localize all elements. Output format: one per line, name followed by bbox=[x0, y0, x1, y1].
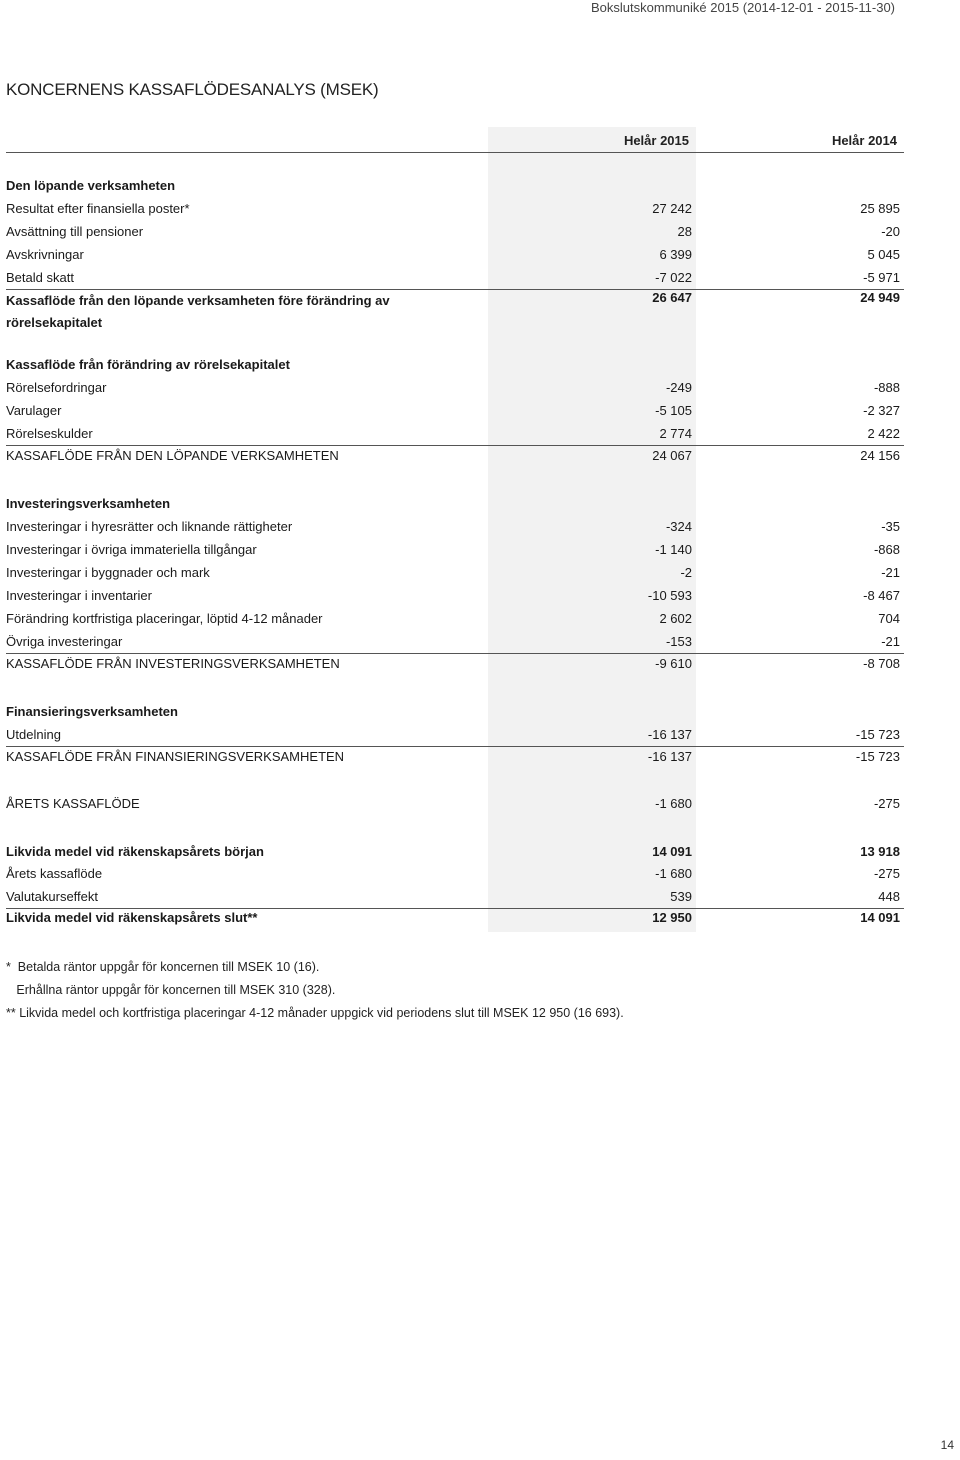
row-rule bbox=[6, 908, 904, 909]
footnote-liquidity: ** Likvida medel och kortfristiga placeringar 4-12 månader uppgick vid periodens slut till MSEK 12 950 (16 693). bbox=[6, 1006, 624, 1020]
row-label: Utdelning bbox=[6, 727, 61, 742]
value-2014: -21 bbox=[881, 634, 900, 649]
value-2015: -5 105 bbox=[655, 403, 692, 418]
table-row bbox=[0, 224, 960, 246]
value-2014: -15 723 bbox=[855, 727, 900, 742]
value-2015: -10 593 bbox=[647, 588, 692, 603]
table-row bbox=[0, 611, 960, 633]
value-2015: 14 091 bbox=[652, 844, 692, 859]
section-heading-working-capital bbox=[0, 357, 960, 379]
value-2015: -16 137 bbox=[647, 749, 692, 764]
value-2014: -20 bbox=[881, 224, 900, 239]
row-rule bbox=[6, 445, 904, 446]
value-2015: 6 399 bbox=[659, 247, 692, 262]
footnote-interest-received: Erhållna räntor uppgår för koncernen till MSEK 310 (328). bbox=[6, 983, 336, 997]
value-2015: -153 bbox=[665, 634, 692, 649]
row-label: Investeringar i inventarier bbox=[6, 588, 152, 603]
value-2015: -324 bbox=[665, 519, 692, 534]
value-2015: 24 067 bbox=[652, 448, 692, 463]
row-rule bbox=[6, 653, 904, 654]
value-2015: -7 022 bbox=[655, 270, 692, 285]
section-heading-operating bbox=[0, 178, 960, 200]
column-header-2014: Helår 2014 bbox=[831, 133, 897, 148]
table-row bbox=[0, 201, 960, 223]
value-2014: 13 918 bbox=[860, 844, 900, 859]
value-2015: 539 bbox=[670, 889, 692, 904]
row-label: Investeringar i hyresrätter och liknande rättigheter bbox=[6, 519, 293, 534]
row-label: Övriga investeringar bbox=[6, 634, 123, 649]
row-label: KASSAFLÖDE FRÅN INVESTERINGSVERKSAMHETEN bbox=[6, 656, 340, 671]
value-2014: 24 156 bbox=[860, 448, 900, 463]
page-title: KONCERNENS KASSAFLÖDESANALYS (MSEK) bbox=[6, 80, 379, 99]
value-2014: -8 467 bbox=[863, 588, 900, 603]
row-label: Rörelsefordringar bbox=[6, 380, 107, 395]
value-2014: 2 422 bbox=[867, 426, 900, 441]
row-label: Avsättning till pensioner bbox=[6, 224, 144, 239]
value-2014: -888 bbox=[873, 380, 900, 395]
value-2015: 28 bbox=[677, 224, 692, 239]
value-2015: 27 242 bbox=[652, 201, 692, 216]
footnote-interest-paid: * Betalda räntor uppgår för koncernen till MSEK 10 (16). bbox=[6, 960, 320, 974]
row-label: Resultat efter finansiella poster* bbox=[6, 201, 190, 216]
section-heading-investing bbox=[0, 496, 960, 518]
row-label: Förändring kortfristiga placeringar, löptid 4-12 månader bbox=[6, 611, 323, 626]
row-label: ÅRETS KASSAFLÖDE bbox=[6, 796, 140, 811]
value-2014: 25 895 bbox=[860, 201, 900, 216]
row-label: Investeringar i byggnader och mark bbox=[6, 565, 210, 580]
liquidity-end-row bbox=[0, 910, 960, 932]
value-2015: 2 602 bbox=[659, 611, 692, 626]
row-label: Årets kassaflöde bbox=[6, 866, 103, 881]
value-2014: -21 bbox=[881, 565, 900, 580]
table-row bbox=[0, 866, 960, 888]
value-2015: -16 137 bbox=[647, 727, 692, 742]
value-2015: -1 680 bbox=[655, 796, 692, 811]
row-label: Likvida medel vid räkenskapsårets början bbox=[6, 844, 264, 859]
value-2014: 14 091 bbox=[860, 910, 900, 925]
value-2014: -5 971 bbox=[863, 270, 900, 285]
section-heading-financing bbox=[0, 704, 960, 726]
value-2014: -15 723 bbox=[855, 749, 900, 764]
column-header-2015: Helår 2015 bbox=[623, 133, 689, 148]
value-2014: 448 bbox=[878, 889, 900, 904]
value-2014: 5 045 bbox=[867, 247, 900, 262]
row-label: Investeringar i övriga immateriella tillgångar bbox=[6, 542, 257, 557]
table-row bbox=[0, 403, 960, 425]
table-row bbox=[0, 542, 960, 564]
value-2014: -868 bbox=[873, 542, 900, 557]
document-header: Bokslutskommuniké 2015 (2014-12-01 - 2015-11-30) bbox=[591, 0, 895, 15]
value-2015: 2 774 bbox=[659, 426, 692, 441]
row-label: Avskrivningar bbox=[6, 247, 84, 262]
table-row bbox=[0, 380, 960, 402]
value-2015: 12 950 bbox=[652, 910, 692, 925]
value-2015: -9 610 bbox=[655, 656, 692, 671]
value-2015: 26 647 bbox=[652, 290, 692, 305]
subtotal-row-operating-before-wc bbox=[0, 290, 960, 330]
row-label: Valutakurseffekt bbox=[6, 889, 99, 904]
row-label: Betald skatt bbox=[6, 270, 74, 285]
value-2014: 24 949 bbox=[860, 290, 900, 305]
row-label: Kassaflöde från den löpande verksamheten före förändring av rörelsekapitalet bbox=[6, 293, 390, 330]
value-2015: -249 bbox=[665, 380, 692, 395]
section-label: Investeringsverksamheten bbox=[6, 496, 171, 511]
row-label: Likvida medel vid räkenskapsårets slut** bbox=[6, 910, 258, 925]
value-2014: 704 bbox=[878, 611, 900, 626]
table-row bbox=[0, 519, 960, 541]
row-label: Varulager bbox=[6, 403, 62, 418]
page-number: 14 bbox=[940, 1438, 954, 1452]
section-label: Den löpande verksamheten bbox=[6, 178, 176, 193]
year-cashflow-row bbox=[0, 796, 960, 818]
section-label: Finansieringsverksamheten bbox=[6, 704, 178, 719]
value-2014: -35 bbox=[881, 519, 900, 534]
total-row-financing bbox=[0, 749, 960, 771]
total-row-investing bbox=[0, 656, 960, 678]
value-2015: -2 bbox=[680, 565, 692, 580]
value-2014: -275 bbox=[873, 796, 900, 811]
value-2014: -275 bbox=[873, 866, 900, 881]
value-2015: -1 140 bbox=[655, 542, 692, 557]
row-rule bbox=[6, 746, 904, 747]
value-2014: -2 327 bbox=[863, 403, 900, 418]
table-row bbox=[0, 588, 960, 610]
value-2014: -8 708 bbox=[863, 656, 900, 671]
table-row bbox=[0, 565, 960, 587]
row-label: KASSAFLÖDE FRÅN DEN LÖPANDE VERKSAMHETEN bbox=[6, 448, 339, 463]
liquidity-start-row bbox=[0, 844, 960, 866]
row-label: KASSAFLÖDE FRÅN FINANSIERINGSVERKSAMHETEN bbox=[6, 749, 345, 764]
row-label: Rörelseskulder bbox=[6, 426, 93, 441]
table-row bbox=[0, 247, 960, 269]
value-2015: -1 680 bbox=[655, 866, 692, 881]
total-row-operating bbox=[0, 448, 960, 470]
section-label: Kassaflöde från förändring av rörelsekapitalet bbox=[6, 357, 290, 372]
header-rule bbox=[6, 152, 904, 153]
